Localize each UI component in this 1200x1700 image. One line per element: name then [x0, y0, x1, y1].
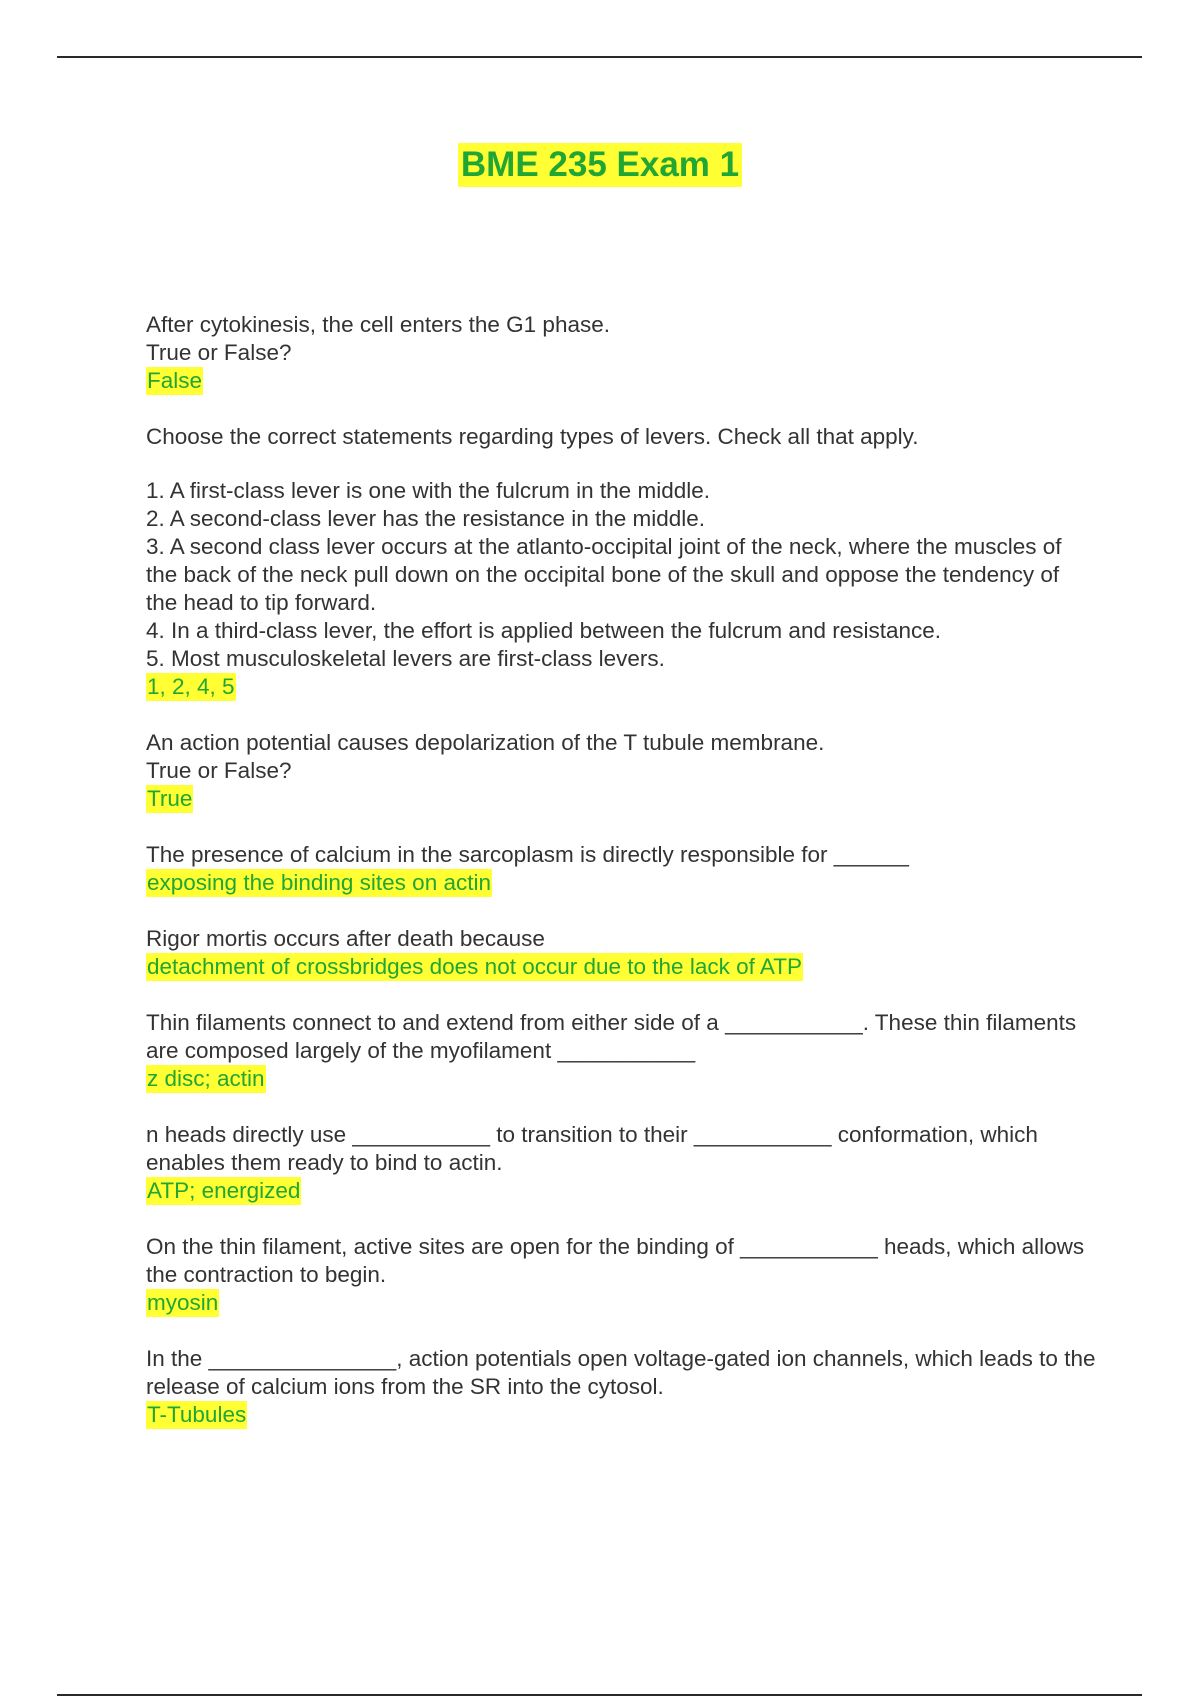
answer-highlight: False [147, 368, 203, 393]
document-title: BME 235 Exam 1 [458, 143, 742, 187]
question-item [146, 423, 1096, 701]
question-item [146, 729, 1096, 813]
question-text: True or False? [146, 340, 292, 365]
question-text: After cytokinesis, the cell enters the G1 phase. [146, 312, 610, 337]
bottom-divider [57, 1694, 1142, 1696]
question-text: Thin filaments connect to and extend from either side of a ___________. These thin filaments are composed largely of the myofilament ___________ [146, 1010, 1077, 1063]
question-text: Choose the correct statements regarding types of levers. Check all that apply. [146, 424, 919, 449]
answer-highlight: exposing the binding sites on actin [147, 870, 491, 895]
question-item [146, 311, 1096, 395]
question-text: The presence of calcium in the sarcoplasm is directly responsible for ______ [146, 842, 909, 867]
question-text: True or False? [146, 758, 292, 783]
option-item: 5. Most musculoskeletal levers are first-class levers. [146, 646, 665, 671]
answer-highlight: T-Tubules [147, 1402, 247, 1427]
option-item: 2. A second-class lever has the resistance in the middle. [146, 506, 706, 531]
option-item: 4. In a third-class lever, the effort is applied between the fulcrum and resistance. [146, 618, 942, 643]
top-divider [57, 56, 1142, 58]
question-text: An action potential causes depolarization of the T tubule membrane. [146, 730, 825, 755]
option-list [146, 477, 1096, 673]
question-text: n heads directly use ___________ to transition to their ___________ conformation, which enables them ready to bind to actin. [146, 1122, 1038, 1175]
question-item [146, 925, 1096, 981]
answer-highlight: myosin [147, 1290, 219, 1315]
option-item: 1. A first-class lever is one with the fulcrum in the middle. [146, 478, 710, 503]
question-item [146, 1121, 1096, 1205]
question-text: In the _______________, action potentials open voltage-gated ion channels, which leads to the release of calcium ions from the SR into the cytosol. [146, 1346, 1096, 1399]
question-list [146, 311, 1096, 1457]
answer-highlight: True [147, 786, 193, 811]
title-container [0, 143, 1200, 187]
answer-highlight: detachment of crossbridges does not occur due to the lack of ATP [147, 954, 802, 979]
answer-highlight: 1, 2, 4, 5 [147, 674, 235, 699]
question-text: On the thin filament, active sites are open for the binding of ___________ heads, which allows the contraction to begin. [146, 1234, 1085, 1287]
question-item [146, 1345, 1096, 1429]
question-item [146, 841, 1096, 897]
answer-highlight: ATP; energized [147, 1178, 301, 1203]
answer-highlight: z disc; actin [147, 1066, 265, 1091]
question-text: Rigor mortis occurs after death because [146, 926, 545, 951]
question-item [146, 1009, 1096, 1093]
question-item [146, 1233, 1096, 1317]
option-item: 3. A second class lever occurs at the atlanto-occipital joint of the neck, where the muscles of the back of the neck pull down on the occipital bone of the skull and oppose the tendency of the head to tip forward. [146, 534, 1062, 615]
